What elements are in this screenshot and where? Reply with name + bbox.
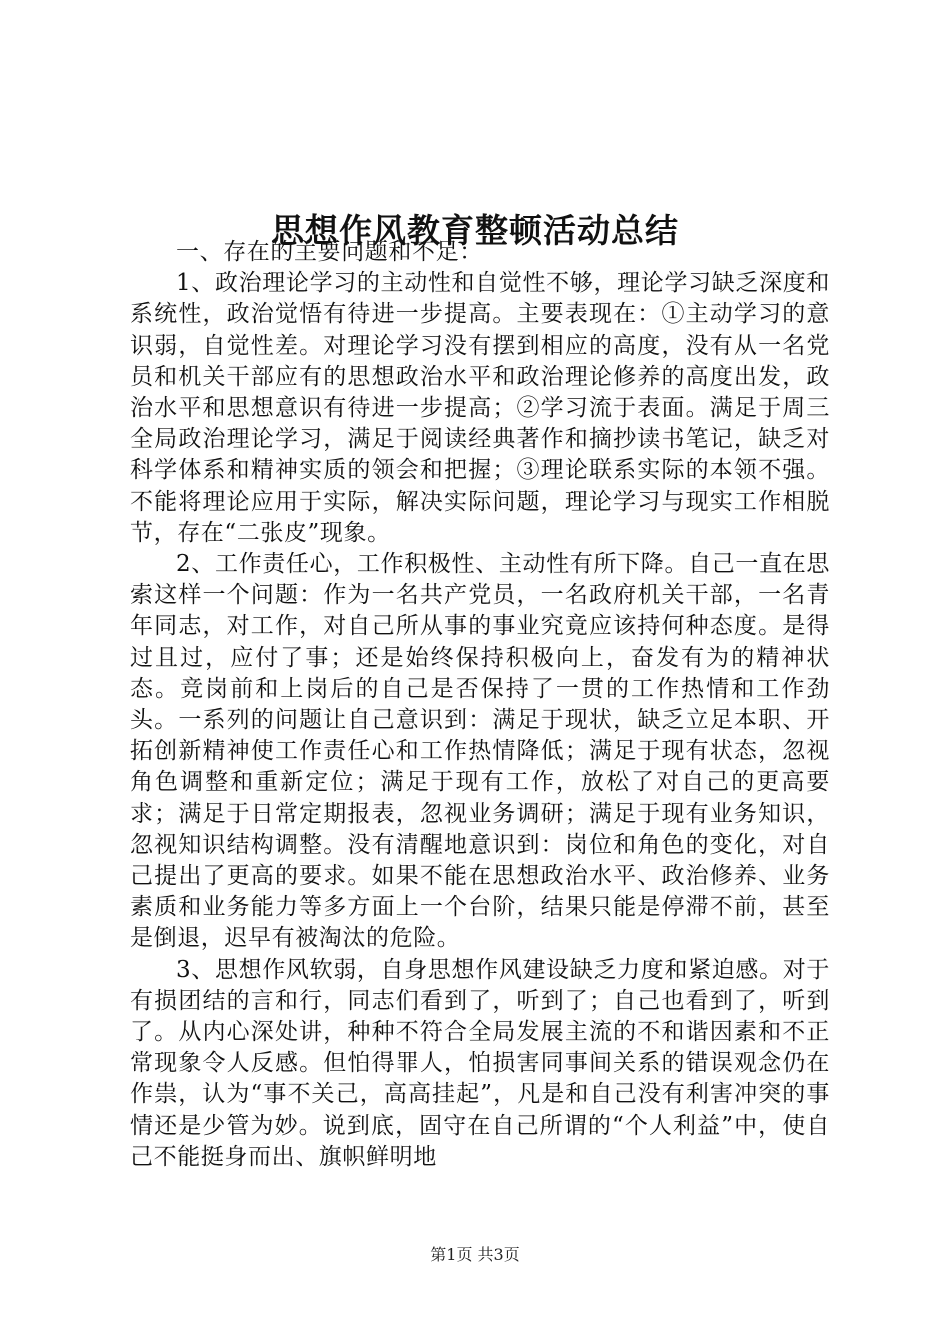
document-title: 思想作风教育整顿活动总结 xyxy=(271,211,679,251)
paragraph-item-1: 1、政治理论学习的主动性和自觉性不够，理论学习缺乏深度和系统性，政治觉悟有待进一步提高。主要表现在：①主动学习的意识弱，自觉性差。对理论学习没有摆到相应的高度，没有从一名党员和机关干部应有的思想政治水平和政治理论修养的高度出发，政治水平和思想意识有待进一步提高；②学习流于表面。满足于周三全局政治理论学习，满足于阅读经典著作和摘抄读书笔记，缺乏对科学体系和精神实质的领会和把握；③理论联系实际的本领不强。不能将理论应用于实际，解决实际问题，理论学习与现实工作相脱节，存在“二张皮”现象。 xyxy=(130,270,830,546)
document-body xyxy=(130,237,830,1173)
paragraph-item-3: 3、思想作风软弱，自身思想作风建设缺乏力度和紧迫感。对于有损团结的言和行，同志们看到了，听到了；自己也看到了，听到了。从内心深处讲，种种不符合全局发展主流的不和谐因素和不正常现象令人反感。但怕得罪人，怕损害同事间关系的错误观念仍在作祟，认为“事不关己，高高挂起”，凡是和自己没有利害冲突的事情还是少管为妙。说到底，固守在自己所谓的“个人利益”中，使自己不能挺身而出、旗帜鲜明地 xyxy=(130,956,830,1170)
paragraph-section-heading: 一、存在的主要问题和不足： xyxy=(176,239,483,265)
page-number-footer: 第1页 共3页 xyxy=(430,1245,520,1264)
paragraph-item-2: 2、工作责任心，工作积极性、主动性有所下降。自己一直在思索这样一个问题：作为一名共产党员，一名政府机关干部，一名青年同志，对工作，对自己所从事的事业究竟应该持何种态度。是得过且过，应付了事；还是始终保持积极向上，奋发有为的精神状态。竞岗前和上岗后的自己是否保持了一贯的工作热情和工作劲头。一系列的问题让自己意识到：满足于现状，缺乏立足本职、开拓创新精神使工作责任心和工作热情降低；满足于现有状态，忽视角色调整和重新定位；满足于现有工作，放松了对自己的更高要求；满足于日常定期报表，忽视业务调研；满足于现有业务知识，忽视知识结构调整。没有清醒地意识到：岗位和角色的变化，对自己提出了更高的要求。如果不能在思想政治水平、政治修养、业务素质和业务能力等多方面上一个台阶，结果只能是停滞不前，甚至是倒退，迟早有被淘汰的危险。 xyxy=(130,551,830,952)
